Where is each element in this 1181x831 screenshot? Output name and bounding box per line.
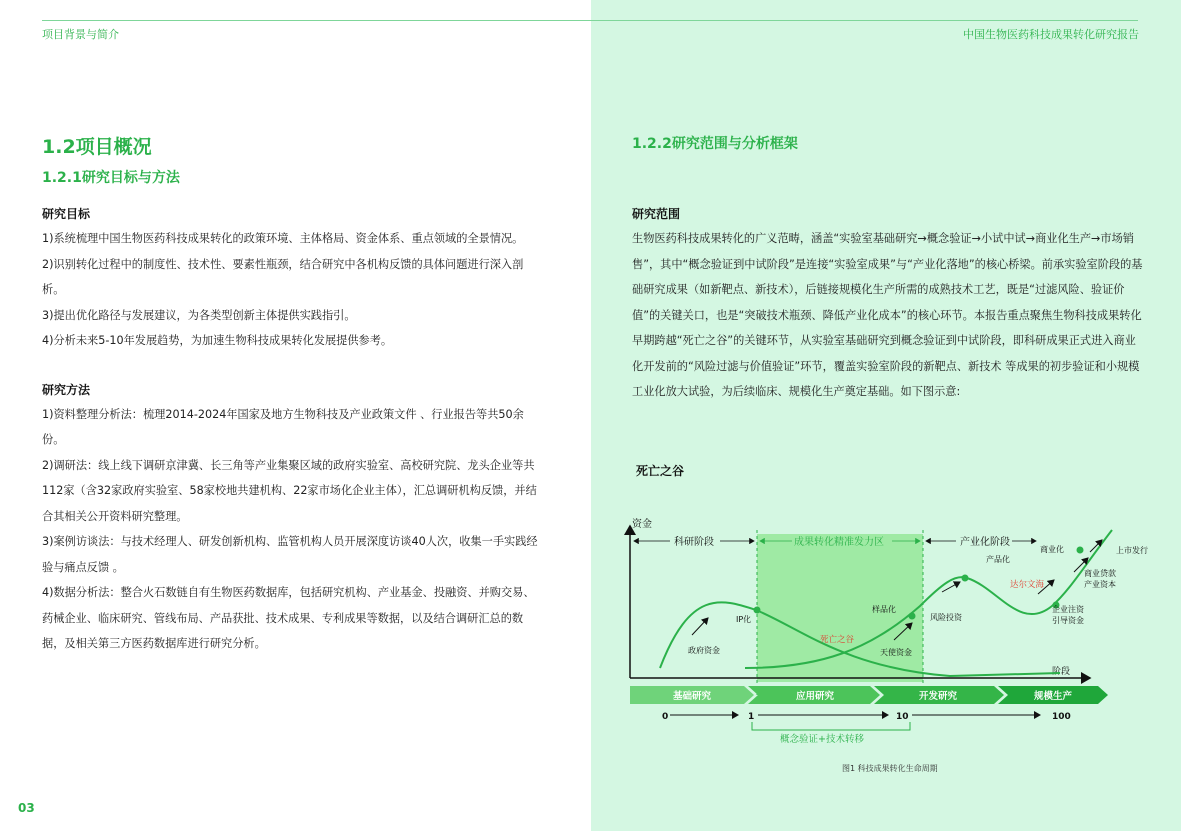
region-focus-label: 成果转化精准发力区 [794, 537, 884, 548]
scale-tick: 1 [748, 712, 755, 722]
sample-label: 样品化 [872, 605, 896, 614]
commercial-label: 商业化 [1040, 545, 1064, 554]
goal-item: 1)系统梳理中国生物医药科技成果转化的政策环境、主体格局、资金体系、重点领域的全景情况。 [42, 232, 524, 245]
x-axis-label: 阶段 [1052, 667, 1071, 677]
gov-fund-label: 政府资金 [688, 646, 720, 655]
method-item: 3)案例访谈法：与技术经理人、研发创新机构、监管机构人员开展深度访谈40人次，收集一手实践经验与痛点反馈 。 [42, 535, 538, 574]
ipo-label: 上市发行 [1116, 546, 1148, 555]
loans-label [1084, 568, 1119, 589]
venture-label: 风险投资 [930, 613, 962, 622]
methods-heading: 研究方法 [42, 382, 91, 397]
report-title-header: 中国生物医药科技成果转化研究报告 [963, 28, 1139, 41]
region-industry-label: 产业化阶段 [960, 537, 1010, 548]
loans-line-2: 产业资本 [1084, 580, 1116, 589]
scope-heading: 研究范围 [632, 207, 681, 221]
guide-line-1: 企业注资 [1052, 605, 1084, 614]
left-column [42, 130, 542, 657]
right-column [632, 130, 1144, 405]
angel-label: 天使资金 [880, 648, 912, 657]
darwin-label: 达尔文海 [1010, 580, 1045, 590]
section-heading: 1.2项目概况 [42, 136, 152, 158]
method-item: 2)调研法：线上线下调研京津冀、长三角等产业集聚区域的政府实验室、高校研究院、龙头企业等共112家（含32家政府实验室、58家校地共建机构、22家市场化企业主体），汇总调研机构反馈，并结合其相关公开资料研究整理。 [42, 458, 537, 523]
section-header: 项目背景与简介 [42, 28, 119, 41]
goals-heading: 研究目标 [42, 207, 91, 221]
y-axis-label: 资金 [632, 519, 652, 530]
valley-of-death-diagram [620, 510, 1148, 750]
guide-label [1052, 604, 1087, 625]
ip-label: IP化 [736, 615, 752, 624]
method-item: 1)资料整理分析法：梳理2014-2024年国家及地方生物科技及产业政策文件 、行业报告等共50余份。 [42, 407, 524, 446]
stage-label: 开发研究 [918, 691, 958, 702]
stage-label: 应用研究 [795, 691, 835, 702]
header-rule [42, 20, 1138, 21]
subsection-heading: 1.2.2研究范围与分析框架 [632, 136, 798, 152]
goal-item: 4)分析未来5-10年发展趋势，为加速生物科技成果转化发展提供参考。 [42, 334, 393, 347]
figure-caption: 图1 科技成果转化生命周期 [842, 764, 938, 773]
subsection-heading: 1.2.1研究目标与方法 [42, 170, 180, 186]
goal-item: 2)识别转化过程中的制度性、技术性、要素性瓶颈，结合研究中各机构反馈的具体问题进行深入剖析。 [42, 257, 524, 296]
loans-line-1: 商业贷款 [1084, 569, 1116, 578]
focus-region [757, 534, 923, 682]
page-number: 03 [18, 801, 35, 815]
concept-bracket [752, 722, 910, 730]
scale-tick: 10 [896, 712, 909, 722]
scale-tick: 0 [662, 712, 669, 722]
region-research-label: 科研阶段 [674, 537, 714, 548]
valley-label: 死亡之谷 [820, 635, 855, 645]
product-label: 产品化 [986, 555, 1010, 564]
stage-label: 基础研究 [672, 691, 712, 702]
bracket-label: 概念验证+技术转移 [780, 734, 864, 745]
figure-title: 死亡之谷 [636, 464, 685, 478]
stage-label: 规模生产 [1033, 691, 1073, 702]
goal-item: 3)提出优化路径与发展建议，为各类型创新主体提供实践指引。 [42, 308, 356, 322]
method-item: 4)数据分析法：整合火石数链自有生物医药数据库，包括研究机构、产业基金、投融资、并购交易、药械企业、临床研究、管线布局、产品获批、技术成果、专利成果等数据，以及结合调研汇总的数据，及相关第三方医药数据库进行研究分析。 [42, 586, 535, 650]
guide-line-2: 引导资金 [1052, 616, 1084, 625]
scale-tick: 100 [1052, 712, 1071, 722]
stage-bar [630, 686, 1108, 704]
scope-paragraph: 生物医药科技成果转化的广义范畴，涵盖“实验室基础研究→概念验证→小试中试→商业化生产→市场销售”，其中“概念验证到中试阶段”是连接“实验室成果”与“产业化落地”的核心桥梁。前承实验室阶段的基础研究成果（如新靶点、新技术），后链接规模化生产所需的成熟技术工艺，既是“过滤风险、验证价值”的关键关口，也是“突破技术瓶颈、降低产业化成本”的核心环节。本报告重点聚焦生物科技成果转化早期跨越“死亡之谷”的关键环节，从实验室基础研究到概念验证到中试阶段，即科研成果正式进入商业化开发前的“风险过滤与价值验证”环节，覆盖实验室阶段的新靶点、新技术 等成果的初步验证和小规模工业化放大试验，为后续临床、规模化生产奠定基础。如下图示意: [632, 232, 1143, 398]
